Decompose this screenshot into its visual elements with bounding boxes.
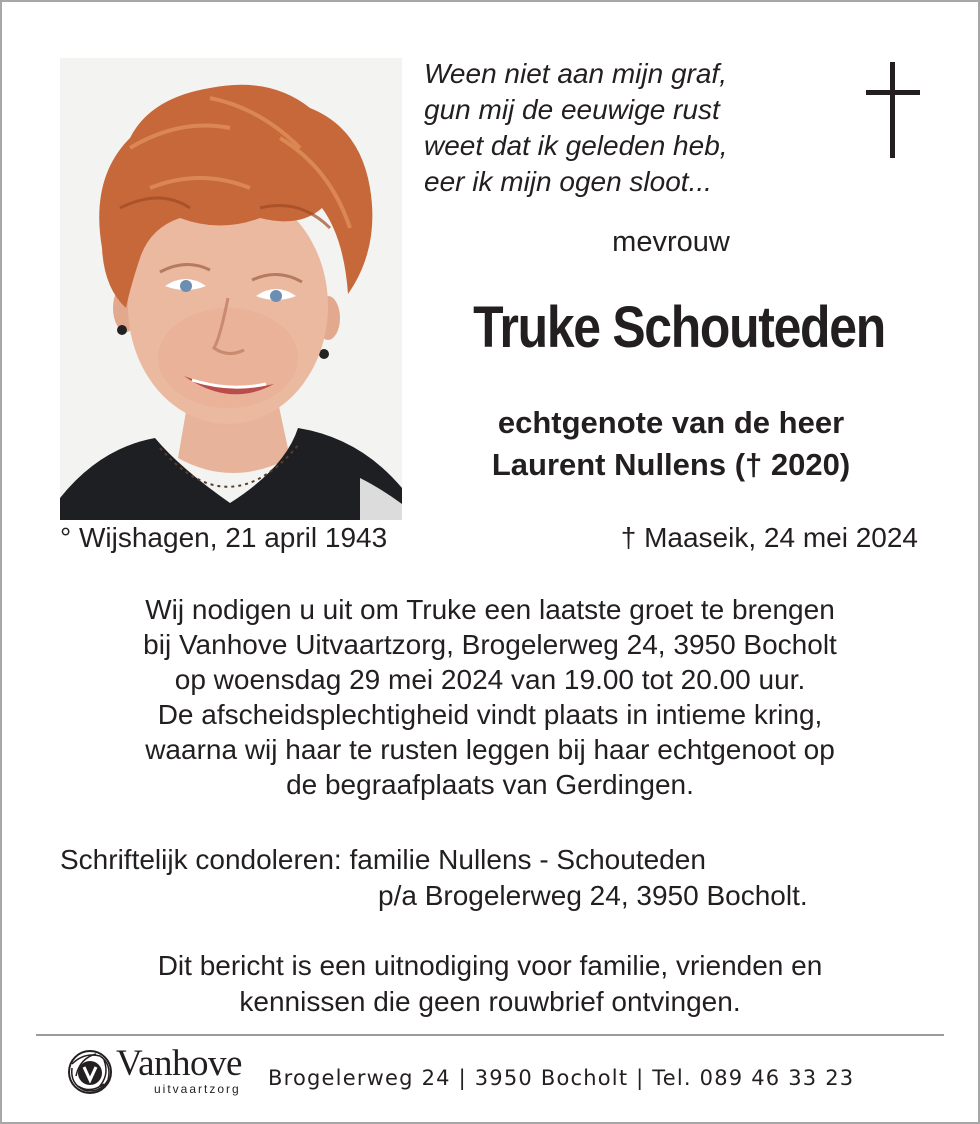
invitation-line: de begraafplaats van Gerdingen. [286, 769, 694, 800]
death-info: † Maaseik, 24 mei 2024 [620, 522, 918, 553]
logo-subtitle: uitvaartzorg [154, 1082, 241, 1096]
condolences-line: Schriftelijk condoleren: familie Nullens - Schouteden [60, 844, 706, 875]
divider [36, 1034, 944, 1036]
vanhove-logo [64, 1042, 254, 1100]
invitation-line: De afscheidsplechtigheid vindt plaats in intieme kring, [157, 699, 823, 730]
notice-text [40, 948, 940, 1020]
birth-info: ° Wijshagen, 21 april 1943 [60, 522, 388, 553]
invitation-line: bij Vanhove Uitvaartzorg, Brogelerweg 24, 3950 Bocholt [143, 629, 837, 660]
salutation: mevrouw [612, 226, 730, 258]
invitation-line: Wij nodigen u uit om Truke een laatste groet te brengen [145, 594, 835, 625]
spouse-line: echtgenote van de heer [497, 405, 845, 440]
deceased-name: Truke Schouteden [473, 295, 885, 360]
spouse-info [432, 402, 910, 486]
poem [424, 56, 844, 200]
poem-line: Ween niet aan mijn graf, [424, 58, 727, 89]
poem-line: gun mij de eeuwige rust [424, 94, 720, 125]
notice-line: kennissen die geen rouwbrief ontvingen. [239, 986, 741, 1017]
invitation-line: op woensdag 29 mei 2024 van 19.00 tot 20.00 uur. [174, 664, 806, 695]
notice-line: Dit bericht is een uitnodiging voor familie, vrienden en [157, 950, 823, 981]
condolences-address: p/a Brogelerweg 24, 3950 Bocholt. [378, 880, 808, 911]
logo-emblem-icon [64, 1046, 116, 1098]
invitation-text [40, 592, 940, 802]
poem-line: eer ik mijn ogen sloot... [424, 166, 712, 197]
spouse-line: Laurent Nullens († 2020) [491, 447, 851, 482]
cross-icon [866, 62, 920, 158]
logo-name: Vanhove [116, 1043, 242, 1084]
portrait-photo [60, 58, 402, 520]
poem-line: weet dat ik geleden heb, [424, 130, 728, 161]
footer-contact: Brogelerweg 24 | 3950 Bocholt | Tel. 089 46 33 23 [268, 1066, 855, 1090]
condolences [60, 842, 808, 914]
invitation-line: waarna wij haar te rusten leggen bij haar echtgenoot op [145, 734, 835, 765]
